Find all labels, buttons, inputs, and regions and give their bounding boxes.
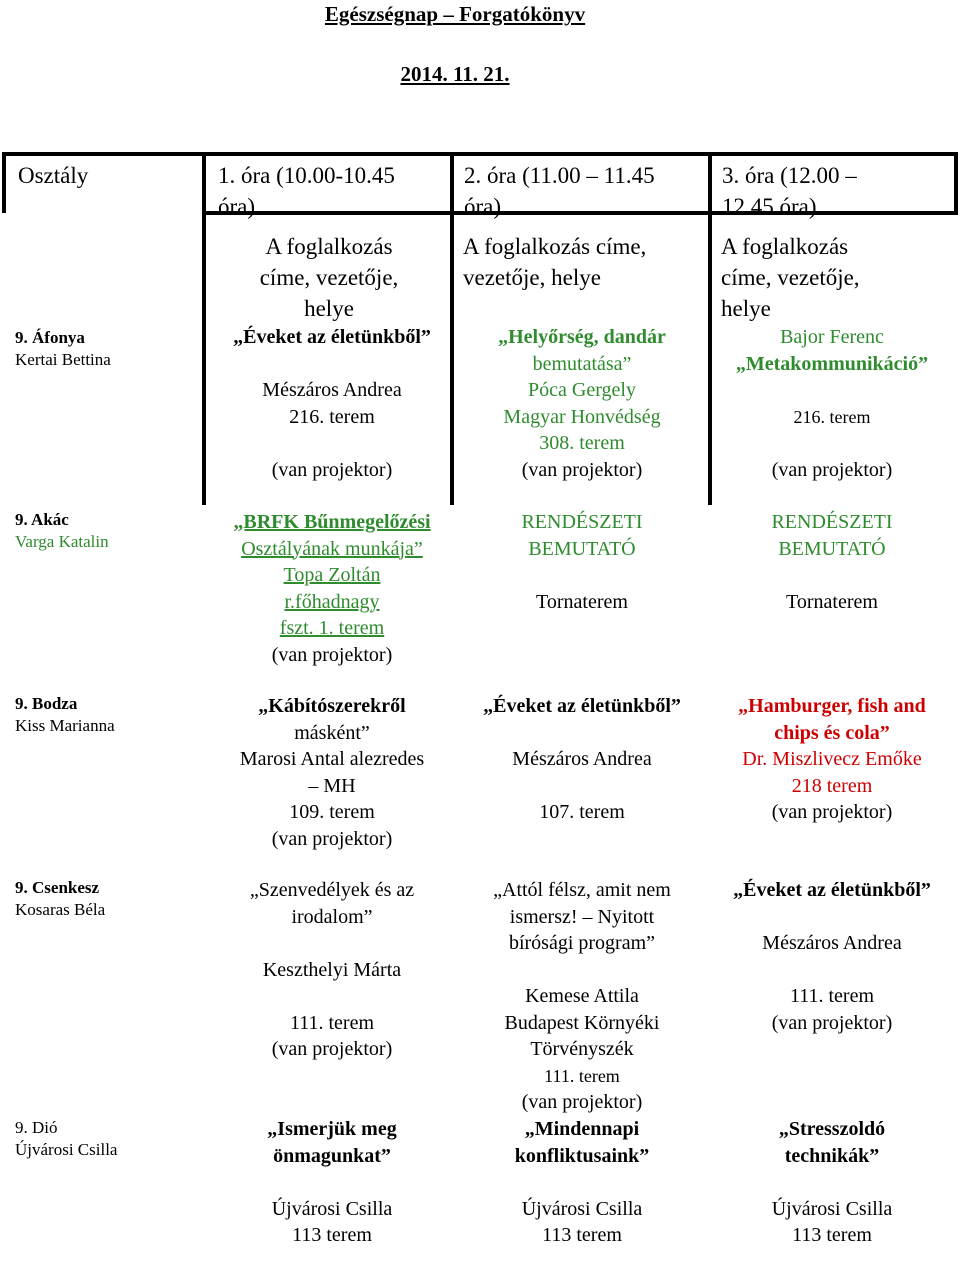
document-date: 2014. 11. 21. (400, 62, 510, 86)
class-dio: 9. Dió Újvárosi Csilla (15, 1118, 118, 1159)
class-afonya: 9. Áfonya Kertai Bettina (15, 328, 111, 369)
subheader-2: A foglalkozás címe, vezetője, helye (463, 234, 647, 290)
session-bodza-hour1: „Kábítószerekről másként” Marosi Antal alezredes – MH 109. terem (van projektor) (239, 695, 425, 850)
schedule-table (2, 152, 958, 1278)
session-csenkesz-hour3: „Éveket az életünkből” Mészáros Andrea 111. terem (van projektor) (733, 879, 931, 1034)
session-dio-hour3: „Stresszoldó technikák” Újvárosi Csilla 113 terem (771, 1118, 893, 1246)
table-top-border (2, 152, 958, 156)
session-afonya-hour2: „Helyőrség, dandár bemutatása” Póca Gergely Magyar Honvédség 308. terem (van projektor) (498, 326, 666, 481)
session-csenkesz-hour2: „Attól félsz, amit nem ismersz! – Nyitott bírósági program” Kemese Attila Budapest Környéki Törvényszék 111. terem (van projektor) (493, 879, 671, 1113)
session-afonya-hour1: „Éveket az életünkből” Mészáros Andrea 216. terem (van projektor) (233, 326, 431, 481)
session-bodza-hour2: „Éveket az életünkből” Mészáros Andrea 107. terem (483, 695, 681, 823)
header-hour-2: 2. óra (11.00 – 11.45 óra) (464, 163, 655, 219)
session-dio-hour2: „Mindennapi konfliktusaink” Újvárosi Csilla 113 terem (514, 1118, 650, 1246)
table-right-border (954, 152, 958, 213)
session-akac-hour2: RENDÉSZETI BEMUTATÓ Tornaterem (521, 511, 643, 613)
class-bodza: 9. Bodza Kiss Marianna (15, 694, 115, 735)
session-csenkesz-hour1: „Szenvedélyek és az irodalom” Keszthelyi Márta 111. terem (van projektor) (249, 879, 415, 1060)
session-dio-hour1: „Ismerjük meg önmagunkat” Újvárosi Csilla 113 terem (267, 1118, 397, 1246)
class-csenkesz: 9. Csenkesz Kosaras Béla (15, 878, 106, 919)
session-akac-hour3: RENDÉSZETI BEMUTATÓ Tornaterem (771, 511, 893, 613)
subheader-3: A foglalkozás címe, vezetője, helye (721, 234, 860, 321)
class-akac: 9. Akác Varga Katalin (15, 510, 109, 551)
header-hour-3: 3. óra (12.00 – 12.45 óra) (722, 163, 857, 219)
header-class: Osztály (18, 163, 89, 188)
header-hour-1: 1. óra (10.00-10.45 óra) (218, 163, 395, 219)
session-bodza-hour3: „Hamburger, fish and chips és cola” Dr. Miszlivecz Emőke 218 terem (van projektor) (738, 695, 926, 823)
session-akac-hour1: „BRFK Bűnmegelőzési Osztályának munkája” Topa Zoltán r.főhadnagy fszt. 1. terem (van projektor) (233, 511, 431, 666)
table-left-border (2, 152, 6, 213)
column-divider-1 (202, 152, 206, 505)
document-title: Egészségnap – Forgatókönyv (324, 2, 586, 26)
session-afonya-hour3: Bajor Ferenc „Metakommunikáció” 216. terem (van projektor) (735, 326, 929, 481)
subheader-1: A foglalkozás címe, vezetője, helye (259, 234, 399, 321)
